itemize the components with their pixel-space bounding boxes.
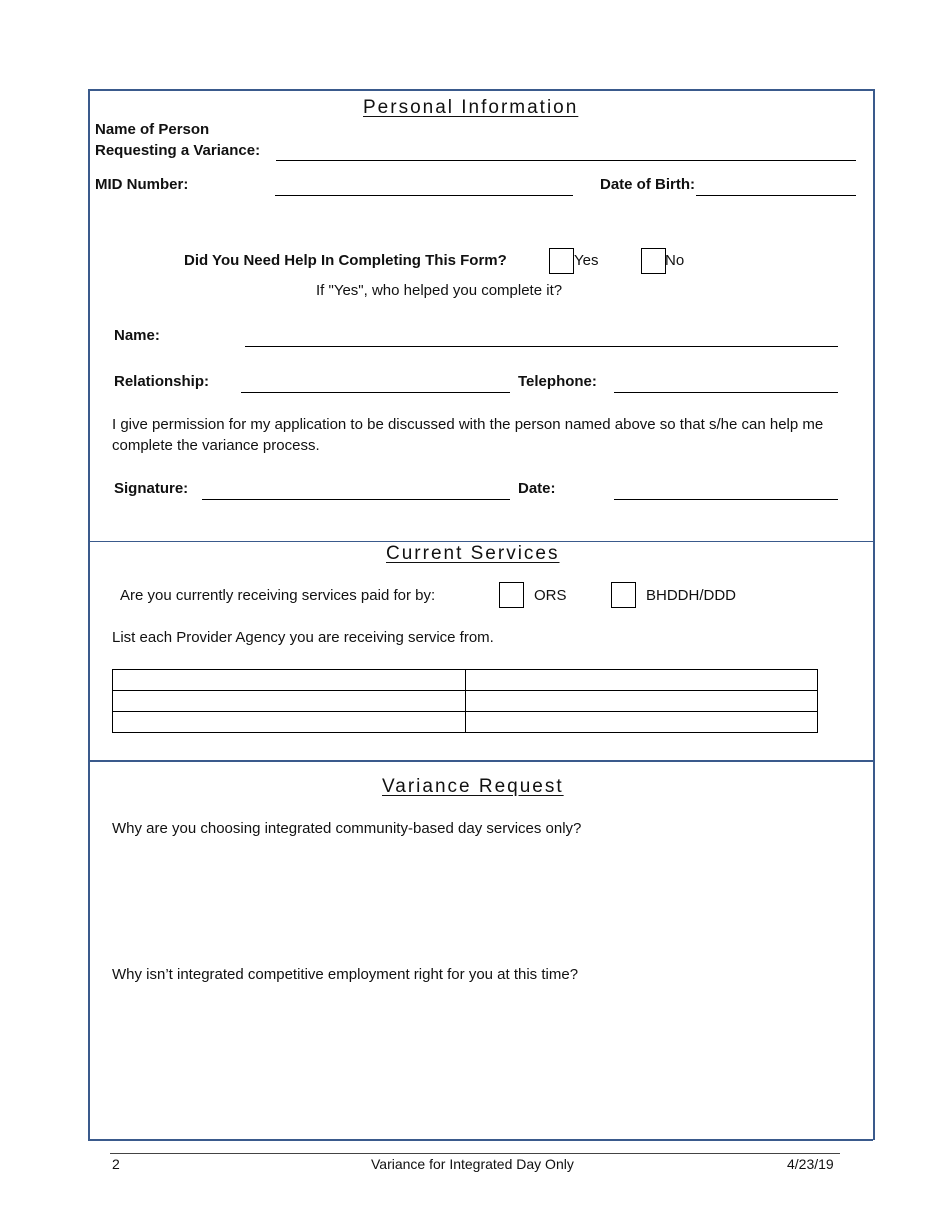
helper-name-field[interactable] [245, 346, 838, 347]
date-of-birth-field[interactable] [696, 195, 856, 196]
help-yes-label: Yes [574, 252, 599, 269]
helper-name-label: Name: [114, 327, 160, 344]
frame-top-border [88, 89, 873, 91]
services-question: Are you currently receiving services paid for by: [120, 587, 436, 604]
provider-cell[interactable] [113, 712, 466, 733]
signature-field[interactable] [202, 499, 510, 500]
mid-number-field[interactable] [275, 195, 573, 196]
footer-document-title: Variance for Integrated Day Only [371, 1156, 574, 1172]
date-label: Date: [518, 480, 556, 497]
table-row [113, 691, 818, 712]
frame-bottom-border [88, 1139, 873, 1141]
help-no-checkbox[interactable] [641, 248, 666, 274]
relationship-field[interactable] [241, 392, 510, 393]
section-title-variance-request: Variance Request [382, 776, 564, 797]
provider-prompt: List each Provider Agency you are receiving service from. [112, 629, 494, 646]
requester-name-label-line1: Name of Person [95, 121, 210, 138]
provider-cell[interactable] [113, 670, 466, 691]
date-field[interactable] [614, 499, 838, 500]
telephone-label: Telephone: [518, 373, 597, 390]
table-row [113, 712, 818, 733]
requester-name-field[interactable] [276, 160, 856, 161]
bhddh-label: BHDDH/DDD [646, 587, 736, 604]
provider-cell[interactable] [465, 691, 818, 712]
help-yes-checkbox[interactable] [549, 248, 574, 274]
help-question: Did You Need Help In Completing This Form? [184, 252, 507, 269]
section-divider-variance [88, 760, 873, 762]
relationship-label: Relationship: [114, 373, 210, 390]
variance-question-2: Why isn’t integrated competitive employment right for you at this time? [112, 966, 579, 983]
section-divider-services [88, 541, 873, 542]
variance-answer-2-area[interactable] [112, 988, 842, 1128]
helper-question: If "Yes", who helped you complete it? [316, 282, 563, 299]
signature-label: Signature: [114, 480, 189, 497]
date-of-birth-label: Date of Birth: [600, 176, 695, 193]
table-row [113, 670, 818, 691]
telephone-field[interactable] [614, 392, 838, 393]
footer-page-number: 2 [112, 1156, 120, 1172]
footer-date: 4/23/19 [787, 1156, 834, 1172]
ors-label: ORS [534, 587, 567, 604]
mid-number-label: MID Number: [95, 176, 189, 193]
requester-name-label-line2: Requesting a Variance: [95, 142, 261, 159]
provider-agency-table [112, 669, 818, 733]
provider-cell[interactable] [465, 670, 818, 691]
bhddh-checkbox[interactable] [611, 582, 636, 608]
provider-cell[interactable] [465, 712, 818, 733]
variance-answer-1-area[interactable] [112, 842, 842, 957]
section-title-personal-information: Personal Information [363, 97, 579, 118]
variance-question-1: Why are you choosing integrated community-based day services only? [112, 820, 582, 837]
provider-cell[interactable] [113, 691, 466, 712]
section-title-current-services: Current Services [386, 543, 560, 564]
footer-rule [110, 1153, 840, 1154]
permission-statement: I give permission for my application to be discussed with the person named above so that s/he can help me complete the variance process. [112, 416, 824, 454]
help-no-label: No [665, 252, 685, 269]
ors-checkbox[interactable] [499, 582, 524, 608]
